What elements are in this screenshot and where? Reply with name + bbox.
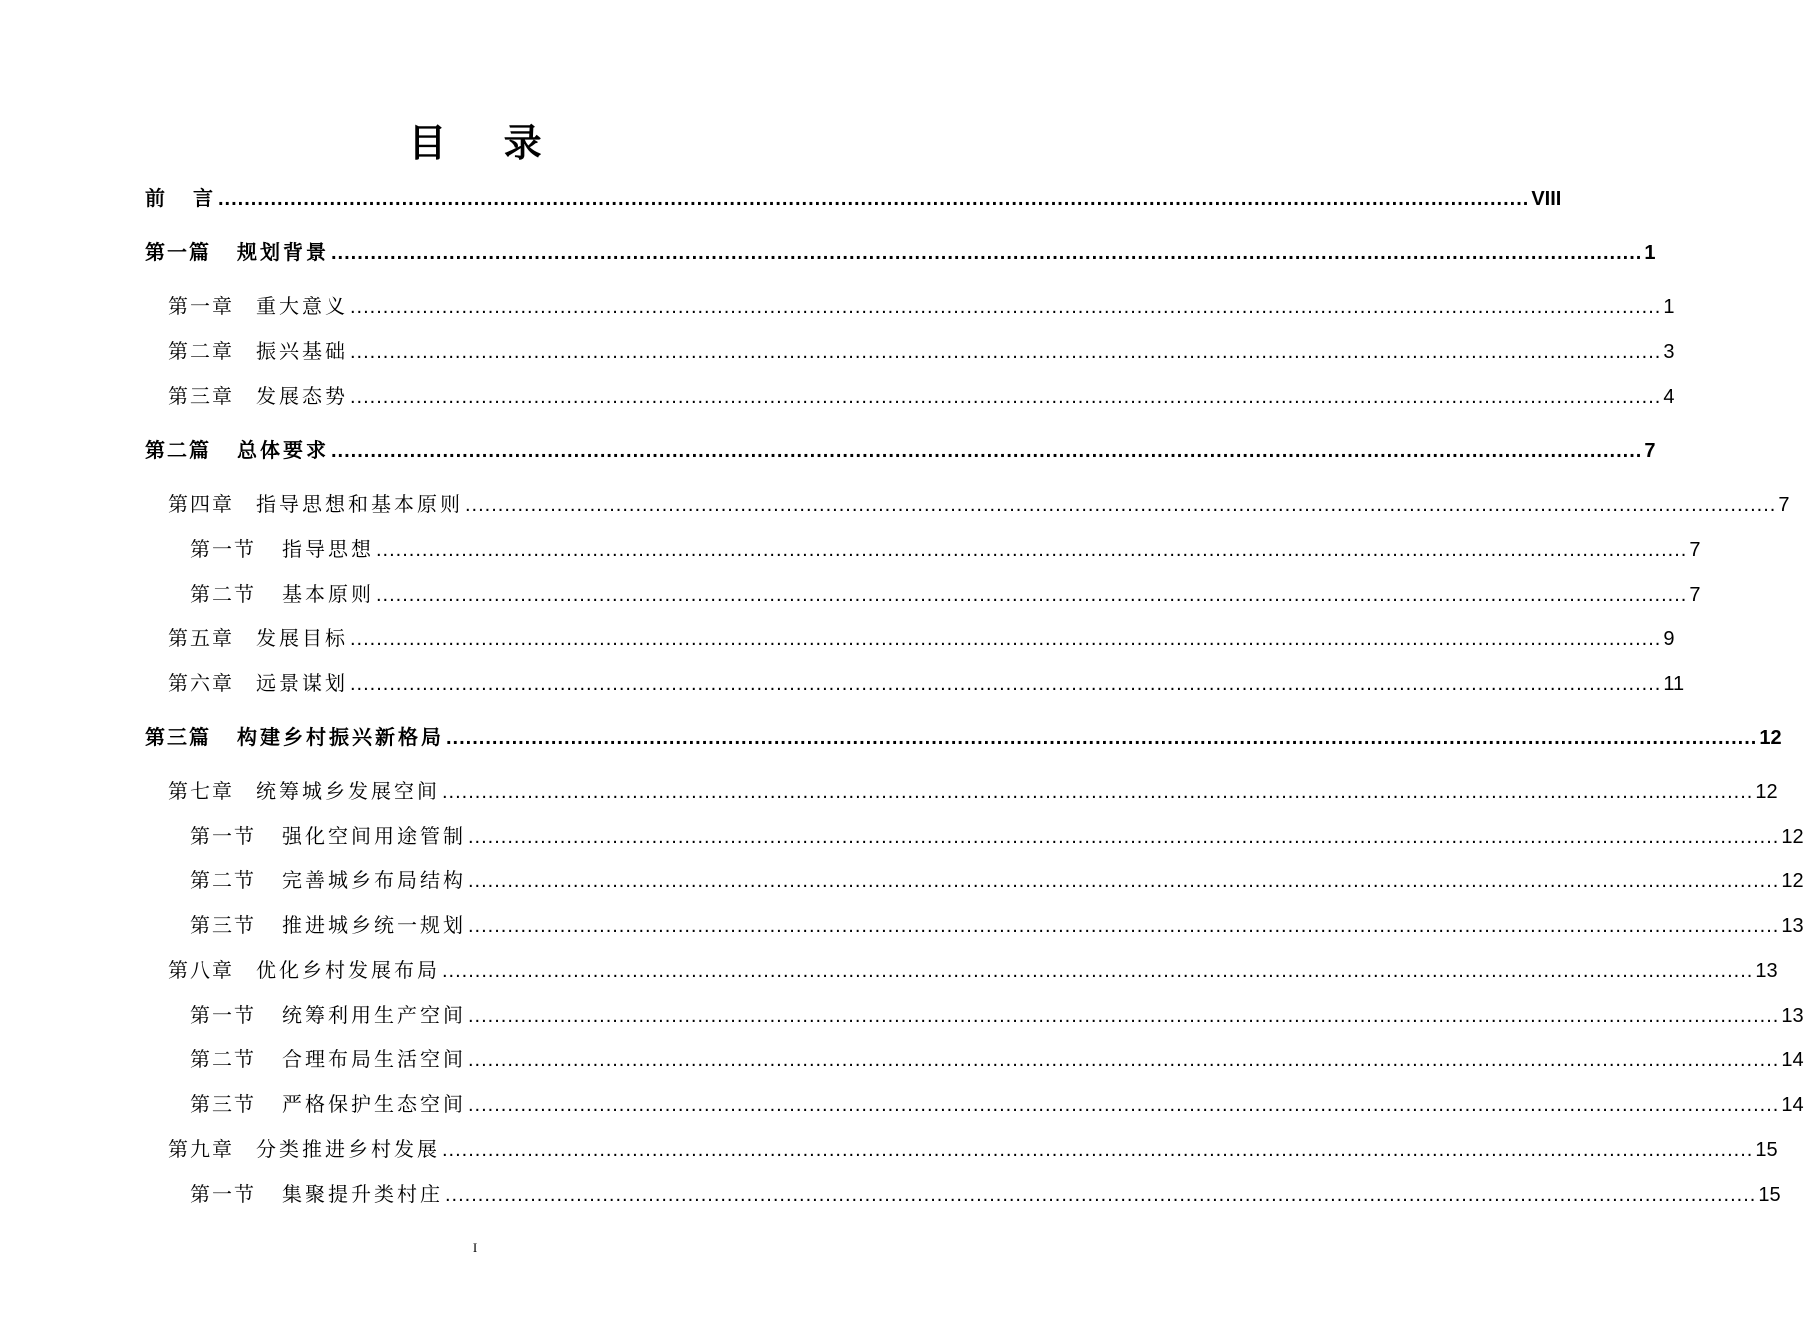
toc-entry-chapter[interactable] [168, 381, 1675, 411]
toc-entry-number: 第三节 [190, 1092, 256, 1116]
toc-entry-title: 指导思想 [282, 537, 374, 561]
toc-entry-part[interactable] [145, 722, 1782, 752]
toc-entry-number: 第三章 [168, 384, 234, 408]
toc-entry-title: 发展目标 [256, 626, 348, 650]
toc-entry-title: 统筹城乡发展空间 [256, 779, 440, 803]
toc-entry-title: 集聚提升类村庄 [282, 1182, 443, 1206]
toc-entry-page: 12 [1781, 826, 1804, 848]
toc-entry-title: 统筹利用生产空间 [282, 1003, 466, 1027]
toc-entry-chapter[interactable] [168, 623, 1675, 653]
toc-entry-number: 第一节 [190, 1003, 256, 1027]
toc-entry-number: 第八章 [168, 958, 234, 982]
toc-entry-chapter[interactable] [168, 489, 1790, 519]
dot-leader: ........................................................................................................................................................................................................ [376, 584, 1688, 606]
toc-entry-page: 13 [1781, 915, 1804, 937]
dot-leader: ........................................................................................................................................................................................................ [468, 1005, 1780, 1027]
toc-entry-title: 严格保护生态空间 [282, 1092, 466, 1116]
dot-leader: ........................................................................................................................................................................................................ [446, 727, 1758, 749]
toc-entry-page: 4 [1663, 386, 1675, 408]
toc-entry-page: VIII [1531, 188, 1562, 210]
toc-entry-title: 指导思想和基本原则 [256, 492, 463, 516]
toc-entry-page: 14 [1781, 1049, 1804, 1071]
toc-entry-page: 1 [1644, 242, 1656, 264]
toc-entry-page: 9 [1663, 628, 1675, 650]
toc-entry-number: 前 [145, 186, 167, 210]
toc-entry-title: 合理布局生活空间 [282, 1047, 466, 1071]
toc-entry-part[interactable] [145, 435, 1656, 465]
toc-entry-title: 强化空间用途管制 [282, 824, 466, 848]
toc-entry-title: 发展态势 [256, 384, 348, 408]
toc-entry-number: 第一节 [190, 824, 256, 848]
dot-leader: ........................................................................................................................................................................................................ [468, 826, 1780, 848]
toc-entry-title: 优化乡村发展布局 [256, 958, 440, 982]
toc-entry-preface[interactable] [145, 183, 1562, 213]
toc-entry-chapter[interactable] [168, 291, 1675, 321]
page-title: 目 录 [408, 121, 564, 165]
dot-leader: ........................................................................................................................................................................................................ [331, 242, 1643, 264]
toc-entry-chapter[interactable] [168, 1134, 1778, 1164]
toc-entry-page: 12 [1755, 781, 1778, 803]
toc-entry-page: 11 [1663, 673, 1685, 695]
toc-entry-page: 12 [1759, 727, 1782, 749]
toc-entry-page: 7 [1689, 539, 1701, 561]
dot-leader: ........................................................................................................................................................................................................ [442, 781, 1754, 803]
dot-leader: ........................................................................................................................................................................................................ [468, 1094, 1780, 1116]
toc-entry-title: 构建乡村振兴新格局 [237, 725, 444, 749]
toc-entry-page: 7 [1689, 584, 1701, 606]
toc-entry-title: 重大意义 [256, 294, 348, 318]
dot-leader: ........................................................................................................................................................................................................ [445, 1184, 1757, 1206]
toc-entry-page: 15 [1758, 1184, 1781, 1206]
toc-entry-section[interactable] [190, 910, 1804, 940]
toc-entry-page: 14 [1781, 1094, 1804, 1116]
toc-entry-number: 第一节 [190, 537, 256, 561]
toc-entry-page: 12 [1781, 870, 1804, 892]
dot-leader: ........................................................................................................................................................................................................ [350, 673, 1662, 695]
toc-entry-number: 第五章 [168, 626, 234, 650]
toc-entry-page: 13 [1781, 1005, 1804, 1027]
toc-entry-chapter[interactable] [168, 668, 1685, 698]
dot-leader: ........................................................................................................................................................................................................ [350, 341, 1662, 363]
toc-entry-chapter[interactable] [168, 776, 1778, 806]
toc-entry-section[interactable] [190, 821, 1804, 851]
dot-leader: ........................................................................................................................................................................................................ [468, 870, 1780, 892]
dot-leader: ........................................................................................................................................................................................................ [350, 296, 1662, 318]
toc-entry-chapter[interactable] [168, 955, 1778, 985]
toc-entry-number: 第一章 [168, 294, 234, 318]
toc-entry-title: 振兴基础 [256, 339, 348, 363]
toc-entry-title: 推进城乡统一规划 [282, 913, 466, 937]
toc-entry-number: 第二节 [190, 1047, 256, 1071]
toc-entry-title: 规划背景 [237, 240, 329, 264]
dot-leader: ........................................................................................................................................................................................................ [442, 960, 1754, 982]
toc-entry-title: 基本原则 [282, 582, 374, 606]
toc-entry-section[interactable] [190, 1179, 1781, 1209]
toc-entry-page: 15 [1755, 1139, 1778, 1161]
toc-entry-number: 第一篇 [145, 240, 211, 264]
toc-entry-number: 第二节 [190, 868, 256, 892]
dot-leader: ........................................................................................................................................................................................................ [350, 386, 1662, 408]
toc-entry-title: 远景谋划 [256, 671, 348, 695]
toc-entry-section[interactable] [190, 534, 1701, 564]
dot-leader: ........................................................................................................................................................................................................ [350, 628, 1662, 650]
toc-entry-number: 第三篇 [145, 725, 211, 749]
toc-entry-number: 第七章 [168, 779, 234, 803]
toc-entry-section[interactable] [190, 579, 1701, 609]
toc-entry-title: 完善城乡布局结构 [282, 868, 466, 892]
toc-entry-number: 第六章 [168, 671, 234, 695]
toc-entry-number: 第一节 [190, 1182, 256, 1206]
toc-entry-number: 第二节 [190, 582, 256, 606]
toc-entry-page: 13 [1755, 960, 1778, 982]
toc-entry-section[interactable] [190, 1000, 1804, 1030]
dot-leader: ........................................................................................................................................................................................................ [376, 539, 1688, 561]
toc-entry-section[interactable] [190, 865, 1804, 895]
toc-entry-title: 分类推进乡村发展 [256, 1137, 440, 1161]
dot-leader: ........................................................................................................................................................................................................ [442, 1139, 1754, 1161]
toc-entry-part[interactable] [145, 237, 1656, 267]
toc-entry-number: 第三节 [190, 913, 256, 937]
dot-leader: ........................................................................................................................................................................................................ [465, 494, 1777, 516]
toc-entry-number: 第二章 [168, 339, 234, 363]
page-number: I [472, 1240, 478, 1255]
toc-entry-page: 3 [1663, 341, 1675, 363]
toc-entry-chapter[interactable] [168, 336, 1675, 366]
toc-entry-number: 第二篇 [145, 438, 211, 462]
toc-entry-number: 第九章 [168, 1137, 234, 1161]
toc-entry-page: 7 [1644, 440, 1656, 462]
toc-entry-section[interactable] [190, 1044, 1804, 1074]
dot-leader: ........................................................................................................................................................................................................ [468, 915, 1780, 937]
toc-entry-page: 1 [1663, 296, 1675, 318]
dot-leader: ........................................................................................................................................................................................................ [331, 440, 1643, 462]
toc-entry-number: 第四章 [168, 492, 234, 516]
toc-entry-page: 7 [1778, 494, 1790, 516]
toc-entry-section[interactable] [190, 1089, 1804, 1119]
dot-leader: ........................................................................................................................................................................................................ [218, 188, 1530, 210]
toc-entry-title: 总体要求 [237, 438, 329, 462]
dot-leader: ........................................................................................................................................................................................................ [468, 1049, 1780, 1071]
toc-entry-title: 言 [193, 186, 216, 210]
